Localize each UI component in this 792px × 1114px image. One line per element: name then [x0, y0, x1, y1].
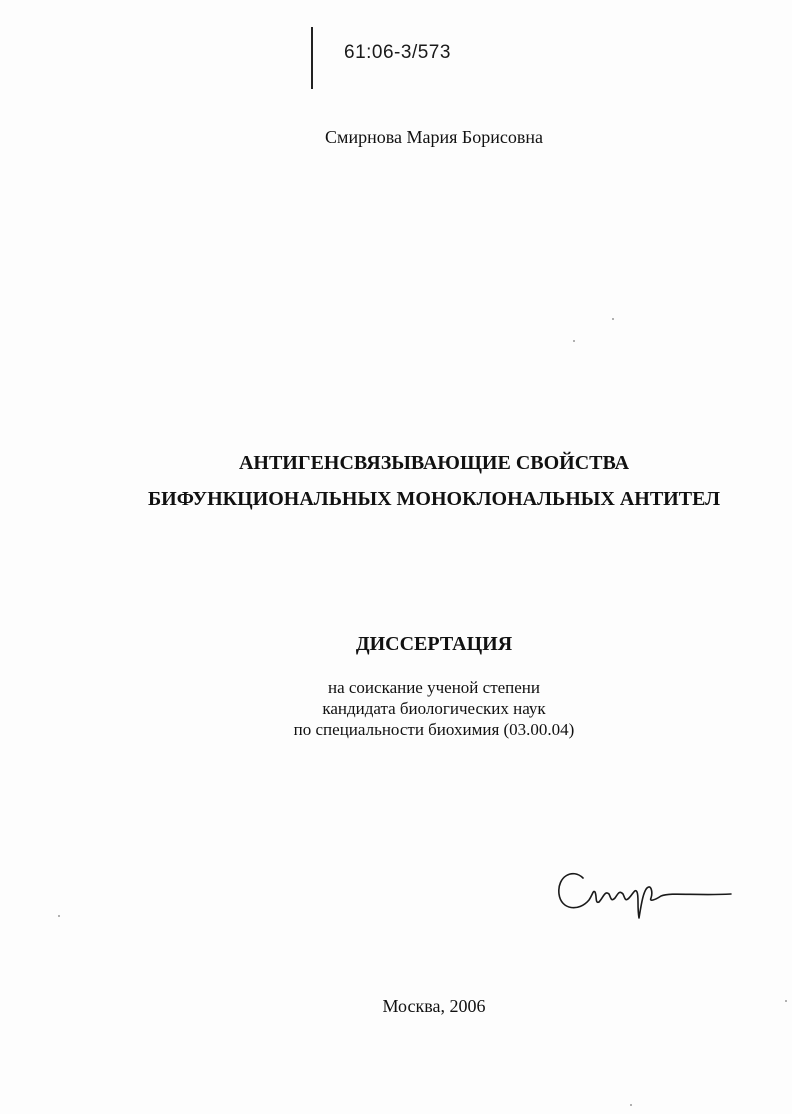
author-name: Смирнова Мария Борисовна — [325, 127, 543, 147]
scan-speck — [612, 318, 614, 320]
document-type: ДИССЕРТАЦИЯ — [355, 633, 513, 655]
city-and-year: Москва, 2006 — [382, 996, 486, 1016]
degree-line-3: по специальности биохимия (03.00.04) — [293, 720, 575, 739]
stamp-margin-line — [311, 27, 313, 89]
catalog-number-stamp: 61:06-3/573 — [344, 42, 451, 63]
scan-speck — [630, 1104, 632, 1106]
dissertation-title — [0, 445, 792, 517]
degree-line-1: на соискание ученой степени — [327, 678, 541, 697]
degree-line-2: кандидата биологических наук — [322, 699, 546, 718]
title-line-1: АНТИГЕНСВЯЗЫВАЮЩИЕ СВОЙСТВА — [238, 452, 630, 474]
scan-speck — [58, 915, 60, 917]
scan-speck — [785, 1000, 787, 1002]
scan-speck — [573, 340, 575, 342]
title-line-2: БИФУНКЦИОНАЛЬНЫХ МОНОКЛОНАЛЬНЫХ АНТИТЕЛ — [147, 488, 721, 510]
degree-description — [0, 677, 792, 740]
handwritten-signature — [555, 862, 735, 926]
